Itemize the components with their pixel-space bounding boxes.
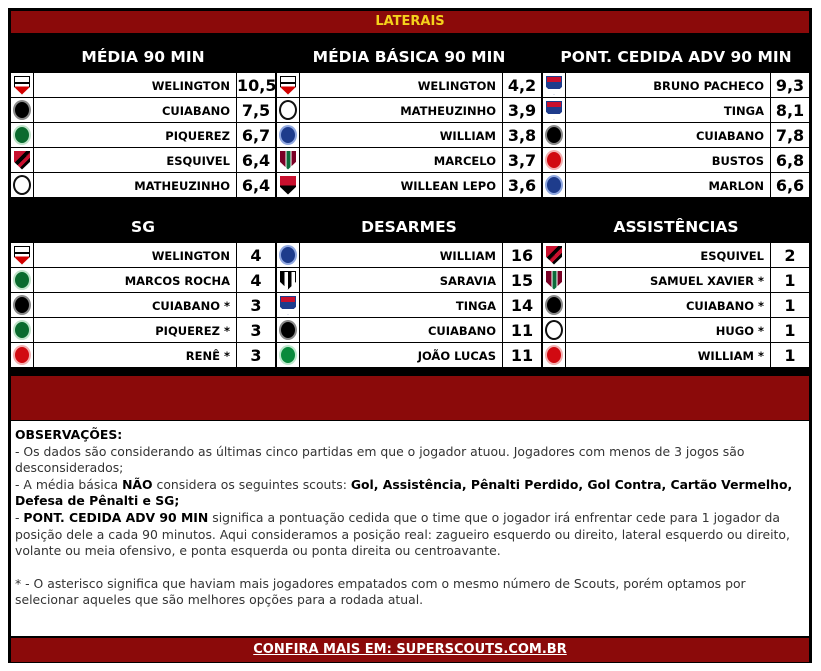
team-badge <box>11 98 33 122</box>
stat-value: 3,6 <box>503 173 541 197</box>
player-row <box>11 148 275 173</box>
team-badge <box>11 123 33 147</box>
player-row <box>543 343 809 368</box>
stat-value: 6,6 <box>771 173 809 197</box>
player-name: ESQUIVEL <box>34 148 236 172</box>
stat-value: 3 <box>237 293 275 317</box>
juventude-crest-icon <box>279 345 297 365</box>
panel-title: MÉDIA BÁSICA 90 MIN <box>312 48 506 66</box>
divider-band <box>11 376 809 420</box>
team-badge <box>277 98 299 122</box>
internacional-crest-icon <box>545 345 563 365</box>
player-name: TINGA <box>566 98 770 122</box>
stat-value: 3,7 <box>503 148 541 172</box>
botafogo-crest-icon <box>13 100 31 120</box>
player-name: PIQUEREZ * <box>34 318 236 342</box>
cruzeiro-crest-icon <box>545 175 563 195</box>
player-name: WILLIAM <box>300 123 502 147</box>
stat-value: 3 <box>237 343 275 367</box>
vitoria-crest-icon <box>280 176 296 195</box>
player-name: MARCELO <box>300 148 502 172</box>
player-row <box>11 293 275 318</box>
observations-heading: OBSERVAÇÕES: <box>15 427 123 442</box>
player-name: WILLIAM <box>300 243 502 267</box>
stat-value: 3,8 <box>503 123 541 147</box>
stat-value: 2 <box>771 243 809 267</box>
team-badge <box>277 343 299 367</box>
player-row <box>11 318 275 343</box>
palmeiras-crest-icon <box>13 270 31 290</box>
player-row <box>543 318 809 343</box>
player-row <box>11 73 275 98</box>
team-badge <box>543 123 565 147</box>
botafogo-crest-icon <box>13 295 31 315</box>
stat-value: 6,4 <box>237 173 275 197</box>
note-line-2: - A média básica NÃO considera os seguintes scouts: Gol, Assistência, Pênalti Perdido, Gol Contra, Cartão Vermelho, Defesa de Pênalti e SG; <box>15 476 793 509</box>
stat-value: 1 <box>771 318 809 342</box>
cruzeiro-crest-icon <box>279 245 297 265</box>
player-row <box>277 173 541 198</box>
team-badge <box>277 268 299 292</box>
stat-value: 4 <box>237 243 275 267</box>
player-name: TINGA <box>300 293 502 317</box>
fluminense-crest-icon <box>280 151 296 170</box>
corinthians-crest-icon <box>279 100 297 120</box>
player-row <box>11 173 275 198</box>
player-name: WELINGTON <box>34 243 236 267</box>
sao-paulo-crest-icon <box>280 76 296 95</box>
stat-value: 15 <box>503 268 541 292</box>
team-badge <box>277 173 299 197</box>
player-name: MARCOS ROCHA <box>34 268 236 292</box>
player-row <box>277 148 541 173</box>
player-name: BRUNO PACHECO <box>566 73 770 97</box>
player-row <box>543 98 809 123</box>
player-row <box>543 243 809 268</box>
stat-panel <box>543 209 809 368</box>
player-row <box>11 343 275 368</box>
team-badge <box>11 73 33 97</box>
player-name: BUSTOS <box>566 148 770 172</box>
player-name: WILLIAM * <box>566 343 770 367</box>
player-row <box>277 318 541 343</box>
panel-title: ASSISTÊNCIAS <box>613 218 739 236</box>
stat-panel <box>11 209 275 368</box>
player-row <box>543 148 809 173</box>
player-row <box>277 268 541 293</box>
stat-value: 3,9 <box>503 98 541 122</box>
player-name: SARAVIA <box>300 268 502 292</box>
player-row <box>11 123 275 148</box>
player-name: PIQUEREZ <box>34 123 236 147</box>
stat-value: 16 <box>503 243 541 267</box>
stat-panel <box>277 209 541 368</box>
player-row <box>277 123 541 148</box>
palmeiras-crest-icon <box>13 125 31 145</box>
player-row <box>543 73 809 98</box>
stat-value: 10,5 <box>237 73 275 97</box>
team-badge <box>543 98 565 122</box>
panel-title: SG <box>131 218 155 236</box>
stat-panel <box>543 39 809 198</box>
player-name: ESQUIVEL <box>566 243 770 267</box>
stat-value: 1 <box>771 293 809 317</box>
player-name: JOÃO LUCAS <box>300 343 502 367</box>
cruzeiro-crest-icon <box>279 125 297 145</box>
player-name: CUIABANO <box>566 123 770 147</box>
stat-value: 4 <box>237 268 275 292</box>
team-badge <box>277 243 299 267</box>
team-badge <box>277 318 299 342</box>
team-badge <box>543 268 565 292</box>
note-line-3: - PONT. CEDIDA ADV 90 MIN significa a pontuação cedida que o time que o jogador irá enfrentar cede para 1 jogador da posição dele a cada 90 minutos. Aqui consideramos a posição real: zagueiro esquerdo ou direito, lateral esquerdo ou direito, volante ou meia ofensivo, e ponta esquerda ou ponta direita ou centroavante. <box>15 509 790 559</box>
team-badge <box>543 173 565 197</box>
player-row <box>277 243 541 268</box>
stat-value: 6,4 <box>237 148 275 172</box>
stat-value: 6,8 <box>771 148 809 172</box>
player-name: CUIABANO <box>300 318 502 342</box>
team-badge <box>11 173 33 197</box>
team-badge <box>277 73 299 97</box>
athletico-crest-icon <box>14 151 30 170</box>
botafogo-crest-icon <box>545 125 563 145</box>
player-row <box>543 173 809 198</box>
team-badge <box>11 343 33 367</box>
player-row <box>277 293 541 318</box>
panel-title: PONT. CEDIDA ADV 90 MIN <box>560 48 792 66</box>
player-name: CUIABANO * <box>34 293 236 317</box>
sao-paulo-crest-icon <box>14 76 30 95</box>
player-name: CUIABANO * <box>566 293 770 317</box>
player-row <box>543 293 809 318</box>
stat-value: 14 <box>503 293 541 317</box>
stat-panel <box>277 39 541 198</box>
player-name: WILLEAN LEPO <box>300 173 502 197</box>
stat-value: 7,8 <box>771 123 809 147</box>
stat-value: 1 <box>771 343 809 367</box>
botafogo-crest-icon <box>545 295 563 315</box>
team-badge <box>11 148 33 172</box>
corinthians-crest-icon <box>13 175 31 195</box>
athletico-crest-icon <box>546 246 562 265</box>
note-line-1: - Os dados são considerando as últimas cinco partidas em que o jogador atuou. Jogadores com menos de 3 jogos são desconsiderados; <box>15 443 745 476</box>
player-row <box>277 343 541 368</box>
stat-value: 7,5 <box>237 98 275 122</box>
fortaleza-crest-icon <box>280 296 296 315</box>
stat-value: 9,3 <box>771 73 809 97</box>
stats-card <box>8 8 812 663</box>
corinthians-crest-icon <box>545 320 563 340</box>
sao-paulo-crest-icon <box>14 246 30 265</box>
panel-title: DESARMES <box>361 218 457 236</box>
team-badge <box>277 123 299 147</box>
player-row <box>543 268 809 293</box>
stat-value: 4,2 <box>503 73 541 97</box>
footer-link[interactable]: CONFIRA MAIS EM: SUPERSCOUTS.COM.BR <box>11 638 809 662</box>
team-badge <box>277 148 299 172</box>
fortaleza-crest-icon <box>546 101 562 120</box>
botafogo-crest-icon <box>279 320 297 340</box>
team-badge <box>11 318 33 342</box>
fortaleza-crest-icon <box>546 76 562 95</box>
stat-value: 11 <box>503 343 541 367</box>
player-name: WELINGTON <box>300 73 502 97</box>
note-line-4: * - O asterisco significa que haviam mais jogadores empatados com o mesmo número de Scouts, porém optamos por selecionar aqueles que são melhores opções para a rodada atual. <box>15 575 746 608</box>
stat-panel <box>11 39 275 198</box>
team-badge <box>11 243 33 267</box>
player-name: SAMUEL XAVIER * <box>566 268 770 292</box>
player-row <box>543 123 809 148</box>
player-name: HUGO * <box>566 318 770 342</box>
player-name: RENÊ * <box>34 343 236 367</box>
internacional-crest-icon <box>13 345 31 365</box>
player-name: MARLON <box>566 173 770 197</box>
stat-value: 1 <box>771 268 809 292</box>
team-badge <box>11 268 33 292</box>
player-row <box>277 98 541 123</box>
stat-value: 11 <box>503 318 541 342</box>
stat-value: 6,7 <box>237 123 275 147</box>
atletico-mg-crest-icon <box>280 271 296 290</box>
player-name: MATHEUZINHO <box>34 173 236 197</box>
player-name: MATHEUZINHO <box>300 98 502 122</box>
observations-box <box>11 421 809 636</box>
stat-value: 8,1 <box>771 98 809 122</box>
team-badge <box>543 343 565 367</box>
team-badge <box>277 293 299 317</box>
player-row <box>11 98 275 123</box>
team-badge <box>543 318 565 342</box>
fluminense-crest-icon <box>546 271 562 290</box>
team-badge <box>543 243 565 267</box>
palmeiras-crest-icon <box>13 320 31 340</box>
stat-value: 3 <box>237 318 275 342</box>
panel-title: MÉDIA 90 MIN <box>81 48 205 66</box>
internacional-crest-icon <box>545 150 563 170</box>
team-badge <box>11 293 33 317</box>
player-name: WELINGTON <box>34 73 236 97</box>
player-row <box>11 268 275 293</box>
team-badge <box>543 73 565 97</box>
team-badge <box>543 148 565 172</box>
player-row <box>11 243 275 268</box>
player-row <box>277 73 541 98</box>
team-badge <box>543 293 565 317</box>
section-title: LATERAIS <box>11 11 809 33</box>
player-name: CUIABANO <box>34 98 236 122</box>
